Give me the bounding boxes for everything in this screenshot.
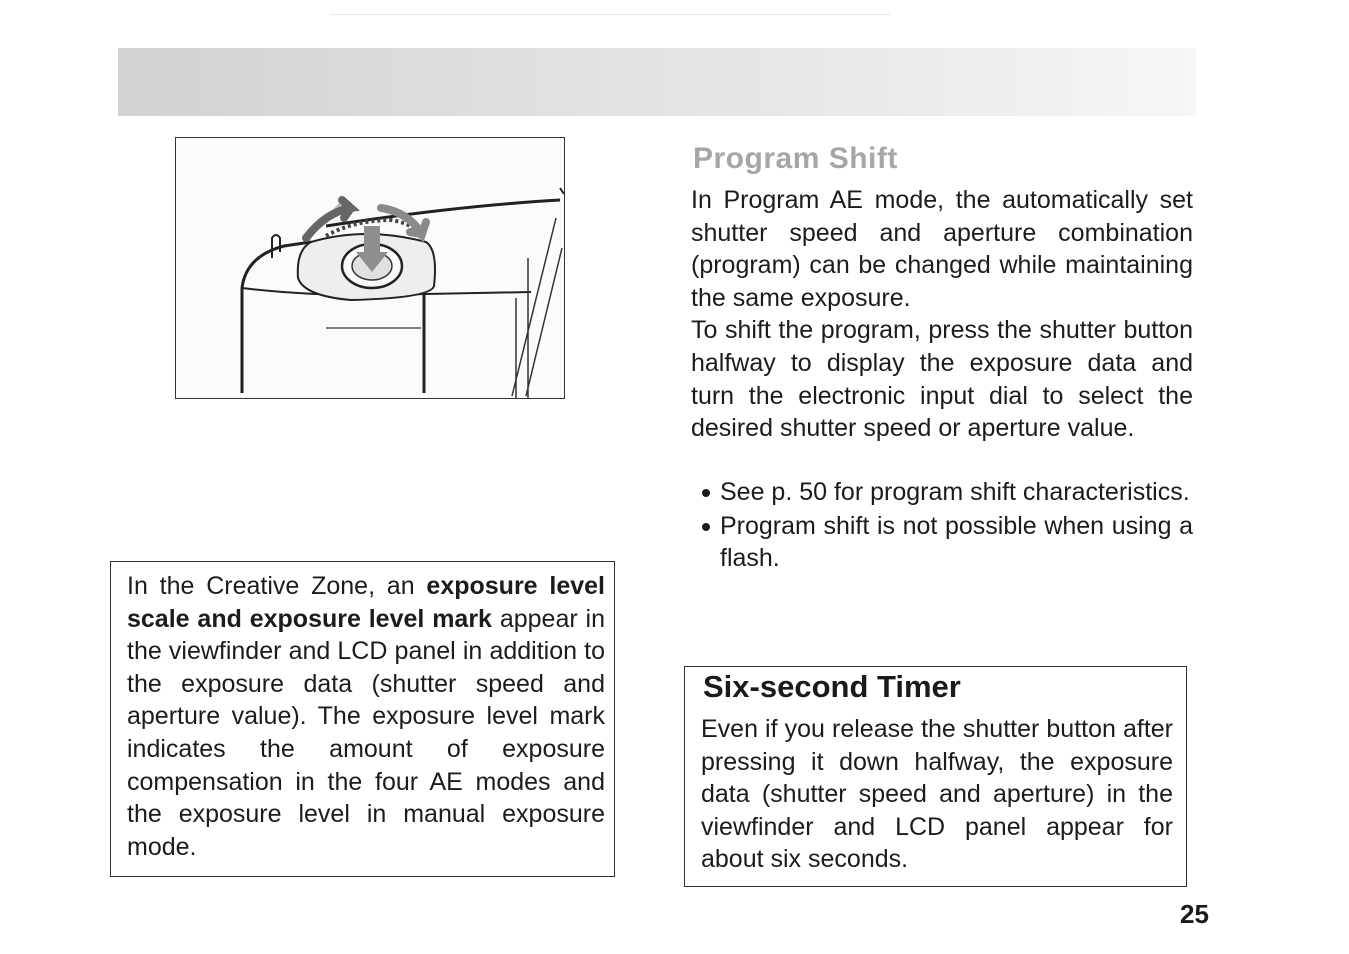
camera-top-drawing [176, 138, 564, 398]
info-text-bold: exposure level scale and exposure level mark [127, 572, 605, 633]
bullet-item: See p. 50 for program shift characteristics. [700, 476, 1193, 509]
camera-illustration [175, 137, 565, 399]
header-band [118, 48, 1196, 116]
info-text-lead: In the Creative Zone, an [127, 572, 427, 600]
exposure-level-info [127, 570, 605, 863]
program-shift-paragraph-2: To shift the program, press the shutter button halfway to display the exposure data and turn the electronic input dial to select the desired shutter speed or aperture value. [691, 316, 1193, 443]
six-second-timer-title: Six-second Timer [703, 669, 961, 704]
program-shift-bullets [700, 476, 1193, 576]
scan-artifact-rule [330, 14, 890, 15]
six-second-timer-text: Even if you release the shutter button after pressing it down halfway, the exposure data (shutter speed and aperture) in the viewfinder and LCD panel appear for about six seconds. [701, 715, 1173, 874]
program-shift-body [691, 184, 1193, 445]
program-shift-paragraph-1: In Program AE mode, the automatically set shutter speed and aperture combination (program) can be changed while maintaining the same exposure. [691, 186, 1193, 312]
page-number: 25 [1180, 899, 1209, 929]
program-shift-title: Program Shift [693, 142, 898, 175]
info-text-rest: appear in the viewfinder and LCD panel in addition to the exposure data (shutter speed and aperture value). The exposure level mark indicates the amount of exposure compensation in the four AE modes and the exposure level in manual exposure mode. [127, 604, 605, 861]
bullet-item: Program shift is not possible when using a flash. [700, 510, 1193, 575]
